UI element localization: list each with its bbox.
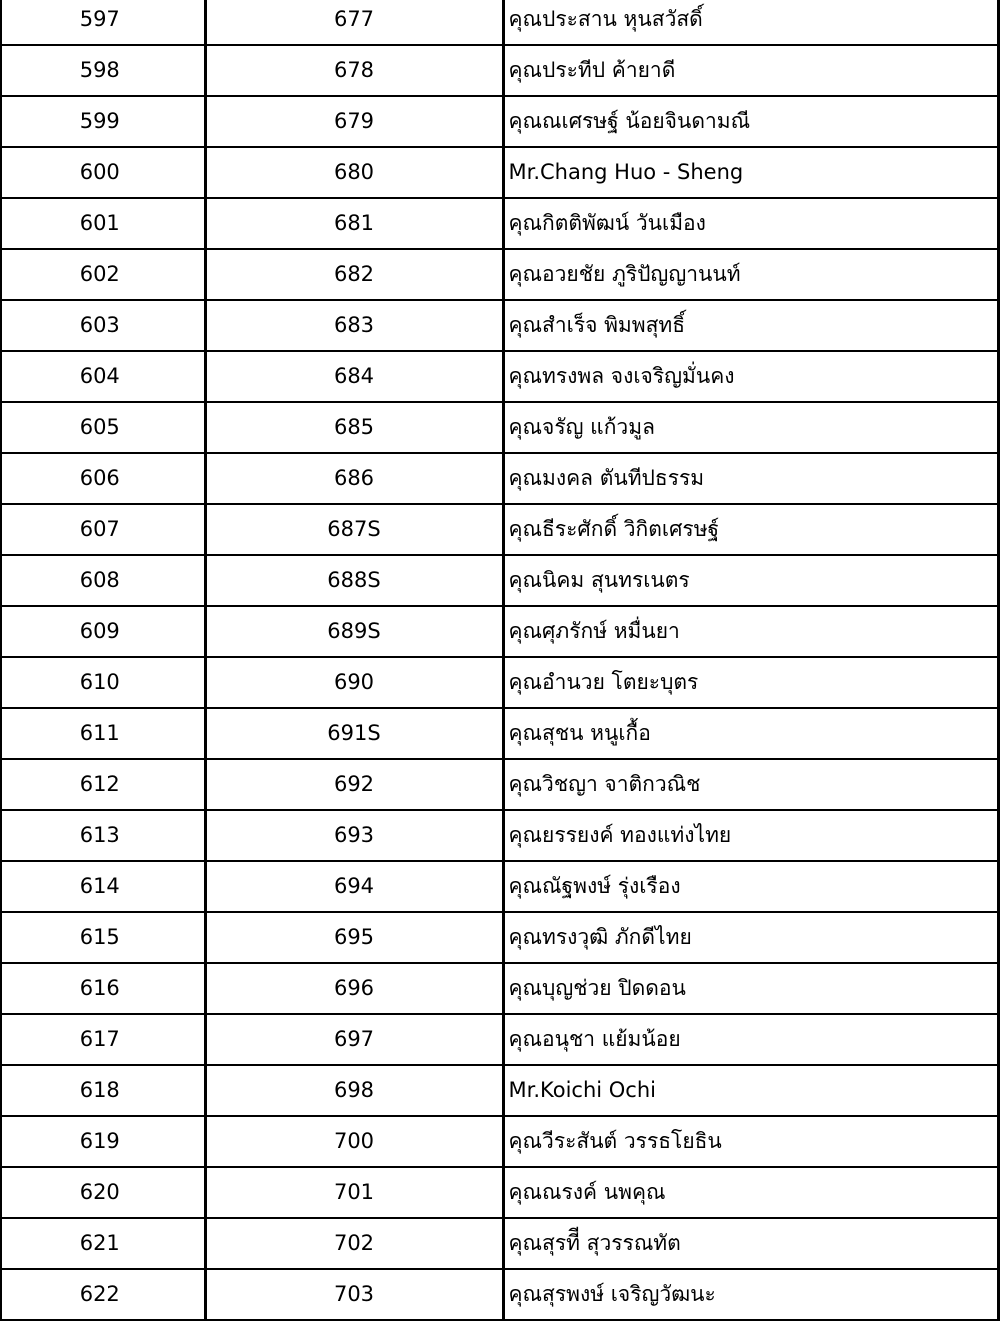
table-row — [1, 963, 999, 1014]
member-name-cell: คุณสุรทีี สุวรรณทัต — [503, 1218, 999, 1269]
sequence-cell: 608 — [1, 555, 205, 606]
sequence-cell: 603 — [1, 300, 205, 351]
member-code-cell: 677 — [205, 0, 503, 45]
member-name-cell: คุณทรงพล จงเจริญมั่นคง — [503, 351, 999, 402]
table-row — [1, 861, 999, 912]
member-name-cell: คุณสุรพงษ์ เจริญวัฒนะ — [503, 1269, 999, 1320]
sequence-cell: 611 — [1, 708, 205, 759]
table-row — [1, 147, 999, 198]
member-code-cell: 694 — [205, 861, 503, 912]
member-code-cell: 682 — [205, 249, 503, 300]
table-row — [1, 606, 999, 657]
table-row — [1, 351, 999, 402]
member-code-cell: 685 — [205, 402, 503, 453]
member-name-cell: คุณยรรยงค์ ทองแท่งไทย — [503, 810, 999, 861]
member-code-cell: 696 — [205, 963, 503, 1014]
sequence-cell: 620 — [1, 1167, 205, 1218]
table-row — [1, 1269, 999, 1320]
table-row — [1, 759, 999, 810]
member-name-cell: คุณวีระสันต์ วรรธโยธิน — [503, 1116, 999, 1167]
table-row — [1, 1014, 999, 1065]
member-code-cell: 684 — [205, 351, 503, 402]
member-name-cell: คุณนิคม สุนทรเนตร — [503, 555, 999, 606]
sequence-cell: 615 — [1, 912, 205, 963]
member-name-cell: คุณณเศรษฐ์ น้อยจินดามณี — [503, 96, 999, 147]
sequence-cell: 612 — [1, 759, 205, 810]
table-row — [1, 45, 999, 96]
member-code-cell: 701 — [205, 1167, 503, 1218]
table-row — [1, 0, 999, 45]
member-name-cell: คุณณรงค์ นพคุณ — [503, 1167, 999, 1218]
sequence-cell: 609 — [1, 606, 205, 657]
table-row — [1, 1116, 999, 1167]
member-code-cell: 702 — [205, 1218, 503, 1269]
table-row — [1, 1167, 999, 1218]
member-name-cell: คุณประสาน หุนสวัสดิ์ — [503, 0, 999, 45]
member-name-cell: คุณจรัญ แก้วมูล — [503, 402, 999, 453]
sequence-cell: 617 — [1, 1014, 205, 1065]
member-code-cell: 678 — [205, 45, 503, 96]
table-row — [1, 198, 999, 249]
member-name-cell: Mr.Chang Huo - Sheng — [503, 147, 999, 198]
table-row — [1, 657, 999, 708]
member-name-cell: คุณกิตติพัฒน์ วันเมือง — [503, 198, 999, 249]
table-row — [1, 1065, 999, 1116]
member-code-cell: 695 — [205, 912, 503, 963]
member-code-cell: 688S — [205, 555, 503, 606]
table-row — [1, 1218, 999, 1269]
table-row — [1, 453, 999, 504]
table-row — [1, 249, 999, 300]
table-row — [1, 96, 999, 147]
member-name-cell: คุณวิชญา จาติกวณิช — [503, 759, 999, 810]
member-name-cell: Mr.Koichi Ochi — [503, 1065, 999, 1116]
sequence-cell: 605 — [1, 402, 205, 453]
table-row — [1, 504, 999, 555]
member-code-cell: 691S — [205, 708, 503, 759]
member-name-cell: คุณบุญช่วย ปิดดอน — [503, 963, 999, 1014]
table-row — [1, 300, 999, 351]
sequence-cell: 621 — [1, 1218, 205, 1269]
sequence-cell: 613 — [1, 810, 205, 861]
table-row — [1, 708, 999, 759]
member-code-cell: 689S — [205, 606, 503, 657]
member-name-cell: คุณอวยชัย ภูริปัญญานนท์ — [503, 249, 999, 300]
member-name-cell: คุณธีระศักดิ์ วิกิตเศรษฐ์ — [503, 504, 999, 555]
sequence-cell: 607 — [1, 504, 205, 555]
member-name-cell: คุณสุชน หนูเกื้อ — [503, 708, 999, 759]
member-name-cell: คุณณัฐพงษ์ รุ่งเรือง — [503, 861, 999, 912]
member-code-cell: 686 — [205, 453, 503, 504]
sequence-cell: 610 — [1, 657, 205, 708]
sequence-cell: 599 — [1, 96, 205, 147]
member-code-cell: 681 — [205, 198, 503, 249]
member-code-cell: 683 — [205, 300, 503, 351]
table-row — [1, 555, 999, 606]
sequence-cell: 614 — [1, 861, 205, 912]
member-code-cell: 703 — [205, 1269, 503, 1320]
sequence-cell: 601 — [1, 198, 205, 249]
sequence-cell: 622 — [1, 1269, 205, 1320]
member-code-cell: 687S — [205, 504, 503, 555]
member-name-cell: คุณทรงวุฒิ ภักดีไทย — [503, 912, 999, 963]
table-row — [1, 810, 999, 861]
member-name-cell: คุณอนุชา แย้มน้อย — [503, 1014, 999, 1065]
member-table-body — [1, 0, 999, 1320]
member-code-cell: 700 — [205, 1116, 503, 1167]
sequence-cell: 618 — [1, 1065, 205, 1116]
member-name-cell: คุณประทีป ค้ายาดี — [503, 45, 999, 96]
member-code-cell: 680 — [205, 147, 503, 198]
sequence-cell: 598 — [1, 45, 205, 96]
member-code-cell: 690 — [205, 657, 503, 708]
sequence-cell: 604 — [1, 351, 205, 402]
member-code-cell: 693 — [205, 810, 503, 861]
member-name-cell: คุณศุภรักษ์ หมื่นยา — [503, 606, 999, 657]
table-row — [1, 402, 999, 453]
sequence-cell: 619 — [1, 1116, 205, 1167]
member-name-cell: คุณสำเร็จ พิมพสุทธิ์ — [503, 300, 999, 351]
member-code-cell: 679 — [205, 96, 503, 147]
sequence-cell: 600 — [1, 147, 205, 198]
table-row — [1, 912, 999, 963]
sequence-cell: 597 — [1, 0, 205, 45]
member-code-cell: 692 — [205, 759, 503, 810]
sequence-cell: 606 — [1, 453, 205, 504]
member-code-cell: 697 — [205, 1014, 503, 1065]
member-code-cell: 698 — [205, 1065, 503, 1116]
sequence-cell: 616 — [1, 963, 205, 1014]
member-name-cell: คุณมงคล ตันทีปธรรม — [503, 453, 999, 504]
member-name-cell: คุณอำนวย โตยะบุตร — [503, 657, 999, 708]
sequence-cell: 602 — [1, 249, 205, 300]
